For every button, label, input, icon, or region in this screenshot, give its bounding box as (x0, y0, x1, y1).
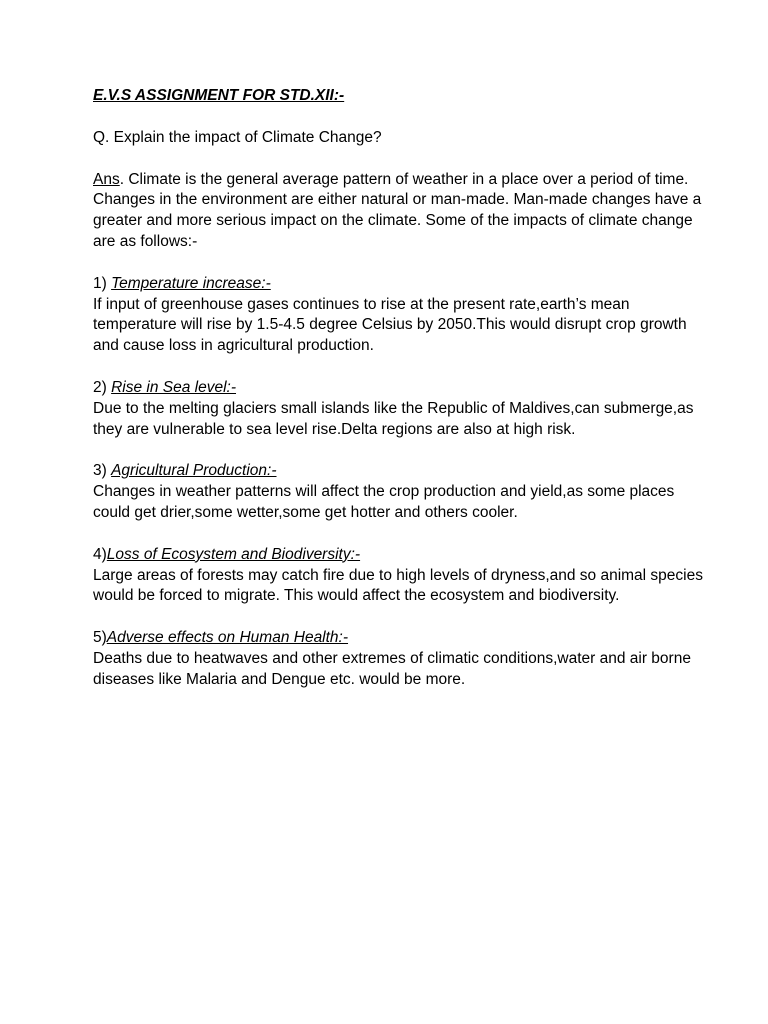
impact-point-4 (93, 545, 703, 607)
point-body: Large areas of forests may catch fire due to high levels of dryness,and so animal species would be forced to migrate. This would affect the ecosystem and biodiversity. (93, 566, 703, 605)
point-number: 3) (93, 462, 112, 480)
point-body: Deaths due to heatwaves and other extremes of climatic conditions,water and air borne diseases like Malaria and Dengue etc. would be more. (93, 649, 691, 688)
point-body: Changes in weather patterns will affect the crop production and yield,as some places could get drier,some wetter,some get hotter and others cooler. (93, 483, 675, 521)
answer-label: Ans (93, 170, 120, 188)
assignment-title: E.V.S ASSIGNMENT FOR STD.XII:- (93, 87, 345, 104)
point-number: 1) (93, 274, 112, 292)
question-text: Q. Explain the impact of Climate Change? (93, 128, 382, 146)
point-number: 2) (93, 378, 112, 396)
point-heading (93, 545, 703, 566)
answer-text: . Climate is the general average pattern of weather in a place over a period of time. Changes in the environment are either natural or man-made. Man-made changes have a greater and more serious impact on the climate. Some of the impacts of climate change are as follows:- (93, 170, 702, 250)
point-heading-text: Agricultural Production:- (111, 462, 277, 480)
point-heading (93, 461, 703, 482)
assignment-content (93, 86, 703, 712)
point-heading-text: Adverse effects on Human Health:- (106, 629, 349, 647)
point-heading-text: Rise in Sea level:- (111, 378, 237, 396)
point-heading (93, 628, 703, 649)
point-body: Due to the melting glaciers small islands like the Republic of Maldives,can submerge,as they are vulnerable to sea level rise.Delta regions are also at high risk. (93, 399, 694, 438)
impact-point-2 (93, 378, 703, 440)
impact-point-3 (93, 461, 703, 523)
impact-point-1 (93, 274, 703, 357)
point-heading (93, 274, 703, 295)
point-number: 4) (93, 545, 107, 563)
point-number: 5) (93, 629, 107, 647)
point-body: If input of greenhouse gases continues to rise at the present rate,earth’s mean temperature will rise by 1.5-4.5 degree Celsius by 2050.This would disrupt crop growth and cause loss in agricultural production. (93, 295, 687, 355)
point-heading-text: Loss of Ecosystem and Biodiversity:- (106, 545, 361, 563)
point-heading-text: Temperature increase:- (111, 274, 271, 292)
point-heading (93, 378, 703, 399)
answer-paragraph (93, 170, 703, 253)
impact-point-5 (93, 628, 703, 690)
